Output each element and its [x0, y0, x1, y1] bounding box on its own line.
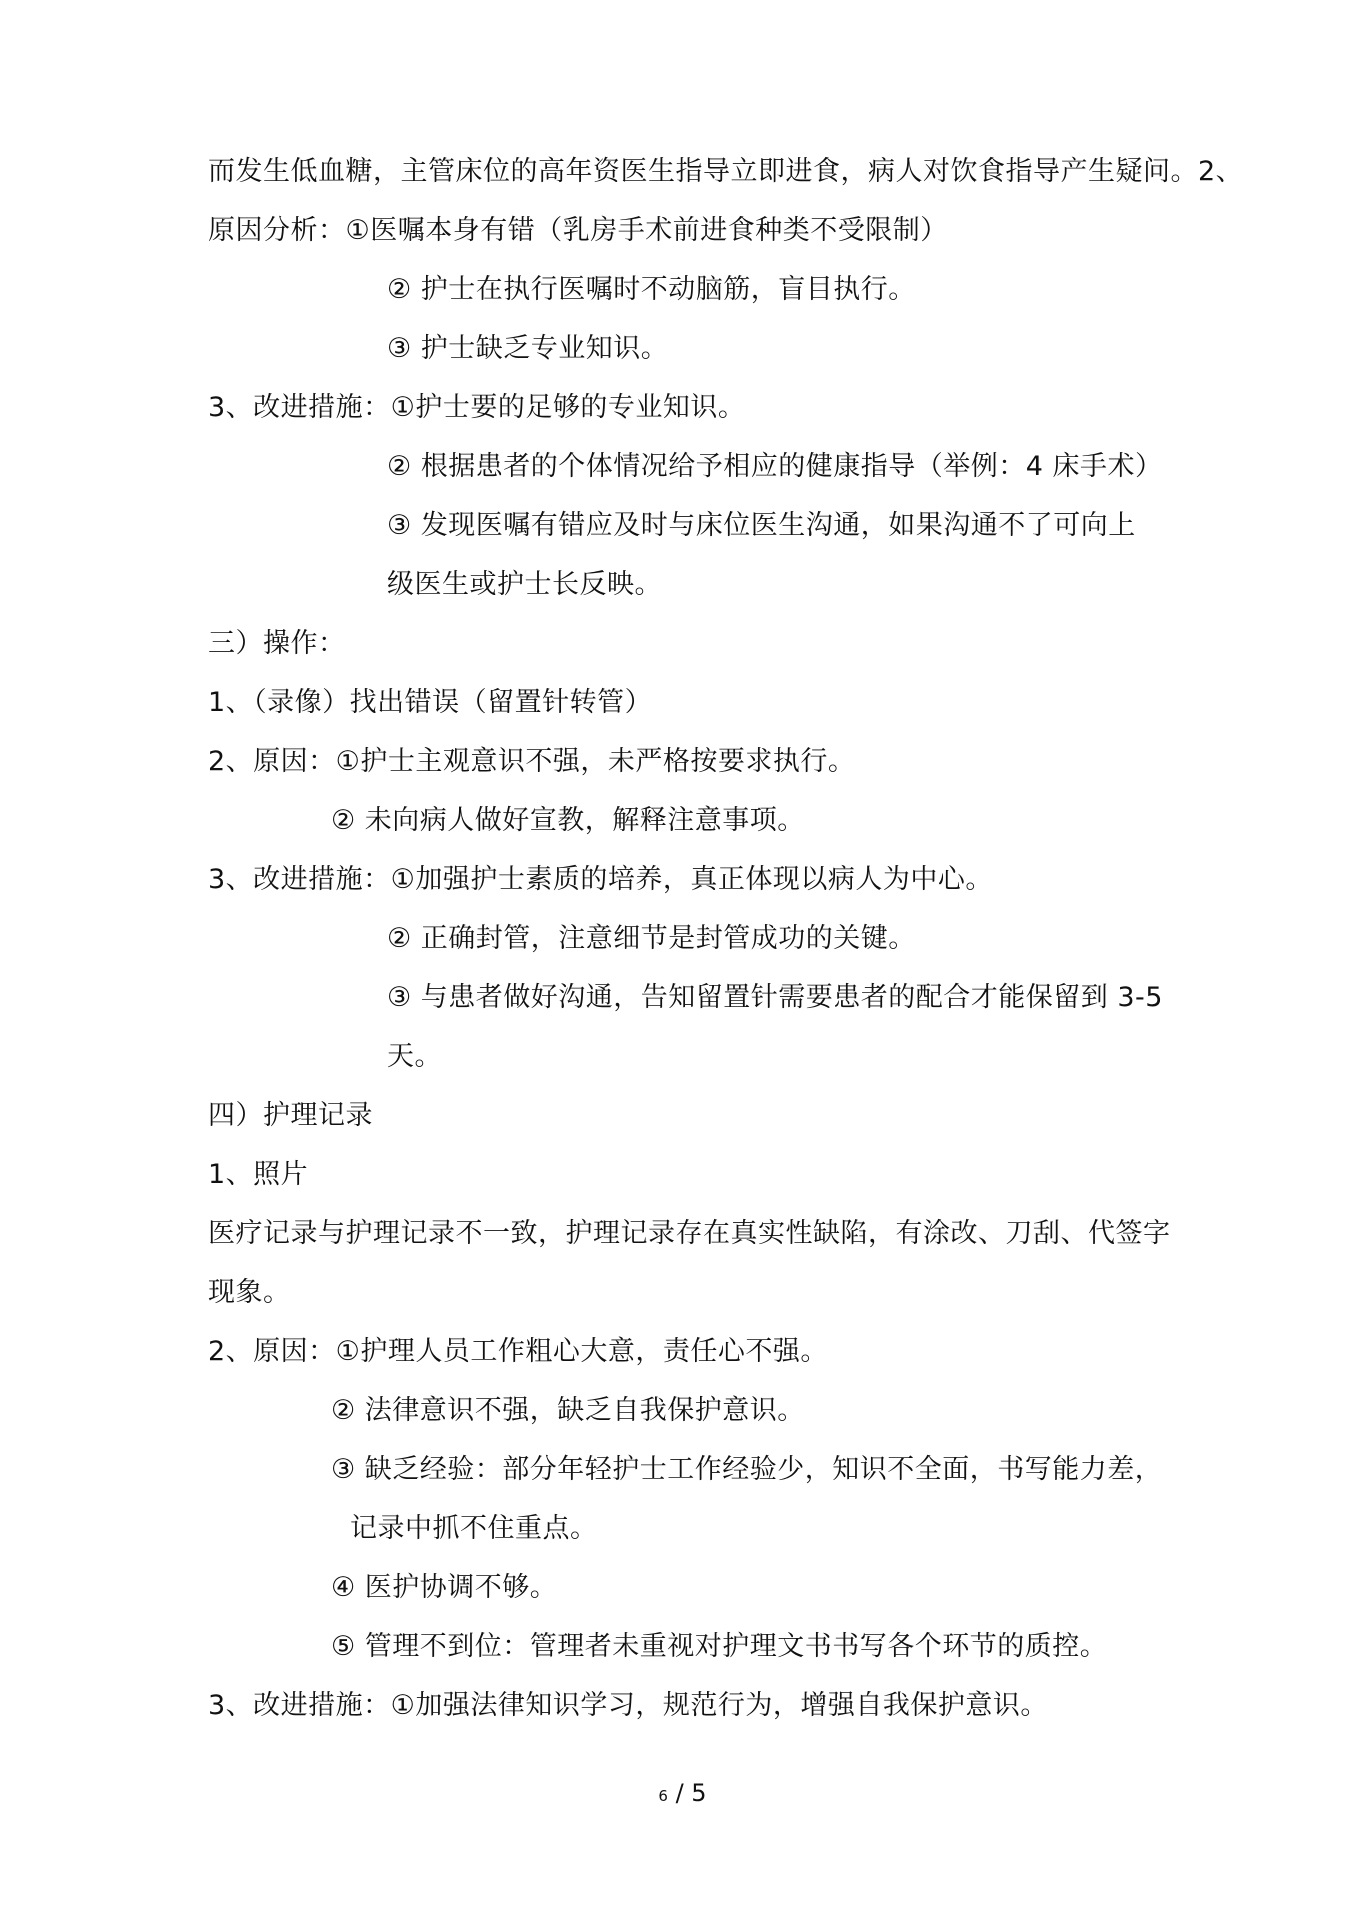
text-line: ② 未向病人做好宣教，解释注意事项。 — [331, 805, 805, 836]
text-line: 记录中抓不住重点。 — [350, 1513, 598, 1544]
page-current: 6 — [658, 1787, 668, 1805]
section-heading: 三）操作： — [208, 628, 346, 659]
text-line: 级医生或护士长反映。 — [387, 569, 662, 600]
text-line: 现象。 — [208, 1277, 291, 1308]
text-line: 2、原因：①护士主观意识不强，未严格按要求执行。 — [208, 746, 856, 777]
text-line: 1、照片 — [208, 1159, 309, 1190]
text-line: 而发生低血糖，主管床位的高年资医生指导立即进食，病人对饮食指导产生疑问。2、 — [208, 156, 1244, 187]
text-line: 3、改进措施：①加强护士素质的培养，真正体现以病人为中心。 — [208, 864, 993, 895]
page-total: 5 — [691, 1779, 707, 1807]
text-line: ② 法律意识不强，缺乏自我保护意识。 — [331, 1395, 805, 1426]
text-line: ② 正确封管，注意细节是封管成功的关键。 — [387, 923, 916, 954]
text-line: 2、原因：①护理人员工作粗心大意，责任心不强。 — [208, 1336, 828, 1367]
text-line: 医疗记录与护理记录不一致，护理记录存在真实性缺陷，有涂改、刀刮、代签字 — [208, 1218, 1171, 1249]
section-heading: 四）护理记录 — [208, 1100, 373, 1131]
text-line: ⑤ 管理不到位：管理者未重视对护理文书书写各个环节的质控。 — [331, 1631, 1108, 1662]
page-separator: / — [667, 1779, 692, 1807]
text-line: ④ 医护协调不够。 — [331, 1572, 558, 1603]
text-line: 1、（录像）找出错误（留置针转管） — [208, 687, 653, 718]
text-line: ② 护士在执行医嘱时不动脑筋，盲目执行。 — [387, 274, 916, 305]
text-line: 原因分析：①医嘱本身有错（乳房手术前进食种类不受限制） — [208, 215, 948, 246]
text-line: ② 根据患者的个体情况给予相应的健康指导（举例：4 床手术） — [387, 451, 1163, 482]
text-line: ③ 护士缺乏专业知识。 — [387, 333, 669, 364]
text-line: 天。 — [387, 1041, 442, 1072]
text-line: ③ 发现医嘱有错应及时与床位医生沟通，如果沟通不了可向上 — [387, 510, 1136, 541]
page-number — [0, 1778, 1365, 1811]
text-line: ③ 缺乏经验：部分年轻护士工作经验少，知识不全面，书写能力差， — [331, 1454, 1163, 1485]
text-line: 3、改进措施：①护士要的足够的专业知识。 — [208, 392, 746, 423]
text-line: ③ 与患者做好沟通，告知留置针需要患者的配合才能保留到 3-5 — [387, 982, 1163, 1013]
text-line: 3、改进措施：①加强法律知识学习，规范行为，增强自我保护意识。 — [208, 1690, 1048, 1721]
